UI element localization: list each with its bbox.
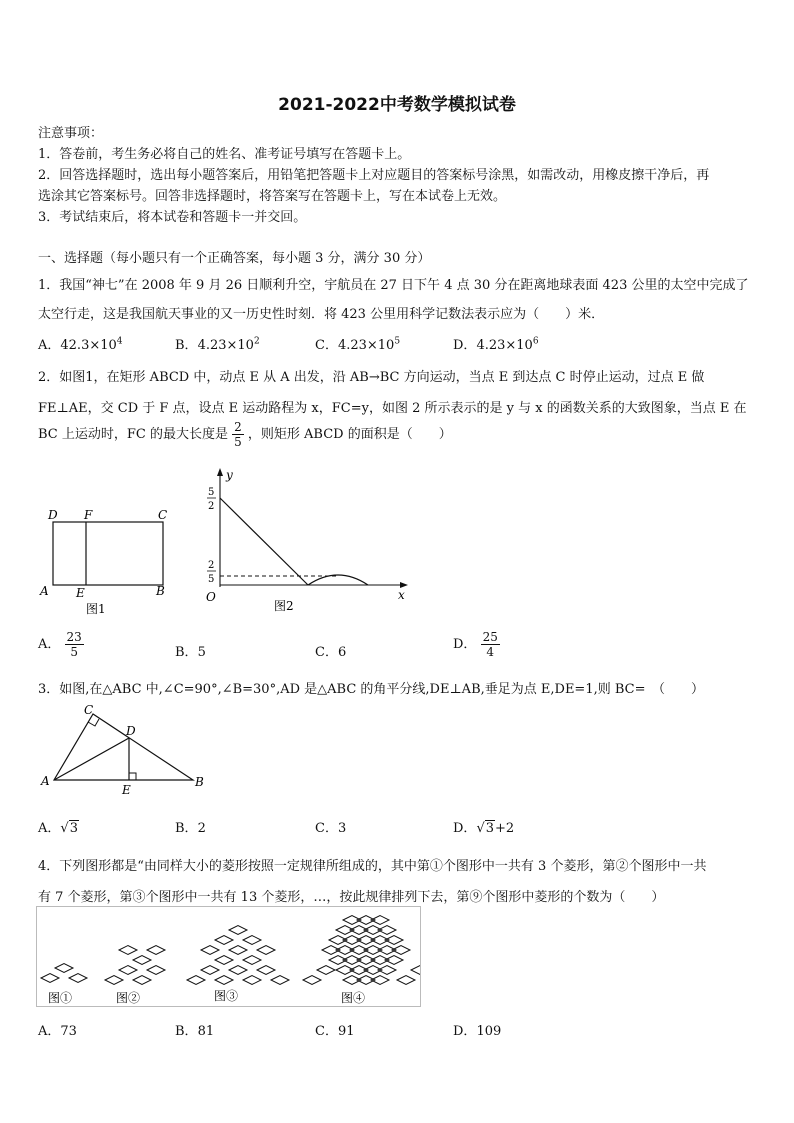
fig2-y-label: y: [226, 468, 233, 482]
rhombus: [271, 976, 289, 985]
rhombus: [119, 946, 137, 955]
rhombus: [350, 926, 368, 935]
rhombus: [201, 966, 219, 975]
q2-option-b: B．5: [175, 645, 206, 660]
rhombus: [322, 946, 340, 955]
q3-label-c: C: [84, 703, 94, 717]
rhombus: [350, 946, 368, 955]
rhombus: [317, 966, 335, 975]
rhombus: [336, 946, 354, 955]
rhombus: [357, 936, 375, 945]
q4-option-b: B．81: [175, 1024, 215, 1039]
rhombus: [411, 966, 421, 975]
section-heading: 一、选择题（每小题只有一个正确答案，每小题 3 分，满分 30 分）: [38, 251, 431, 266]
rhombus: [329, 956, 347, 965]
rhombus: [303, 976, 321, 985]
q4-caption-2: 图②: [116, 991, 141, 1005]
rhombus: [357, 916, 375, 925]
fig2-caption: 图2: [274, 599, 294, 613]
rhombus: [41, 974, 59, 983]
q4-caption-4: 图④: [341, 991, 366, 1005]
q2-option-d: D． $\frac{25}{4}$: [453, 630, 498, 659]
rhombus: [229, 966, 247, 975]
rhombus: [105, 976, 123, 985]
rhombus: [343, 916, 361, 925]
rhombus: [229, 946, 247, 955]
notice-item: 选涂其它答案标号。回答非选择题时，将答案写在答题卡上，写在本试卷上无效。: [38, 189, 507, 204]
q4-caption-3: 图③: [214, 989, 239, 1003]
q3-option-c: C．3: [315, 821, 347, 836]
question-1-text-2: 太空行走，这是我国航天事业的又一历史性时刻．将 423 公里用科学记数法表示应为（ ）米．: [38, 307, 605, 322]
q3-label-d: D: [126, 724, 136, 738]
rhombus: [133, 976, 151, 985]
q2-figure-2: [198, 465, 418, 615]
rhombus: [243, 976, 261, 985]
rhombus: [215, 976, 233, 985]
rhombus: [133, 956, 151, 965]
page-title: 2021-2022中考数学模拟试卷: [278, 95, 516, 115]
rhombus: [371, 956, 389, 965]
rhombus: [119, 966, 137, 975]
q3-option-b: B．2: [175, 821, 206, 836]
q1-option-a: A．$42.3\times 10^4$: [38, 336, 123, 353]
q4-caption-1: 图①: [48, 991, 73, 1005]
rhombus: [55, 964, 73, 973]
q3-label-b: B: [195, 775, 204, 789]
fig2-x-label: x: [398, 588, 405, 602]
fig1-label-a: A: [40, 584, 49, 598]
question-2-text-2: FE⊥AE，交 CD 于 F 点，设点 E 运动路程为 x，FC=y，如图 2 所示表示的是 y 与 x 的函数关系的大致图象，当点 E 在: [38, 401, 747, 416]
notice-item: 3．考试结束后，将本试卷和答题卡一并交回。: [38, 210, 307, 225]
rhombus: [378, 966, 396, 975]
q4-option-d: D．109: [453, 1024, 502, 1039]
q1-option-d: D．$4.23\times 10^6$: [453, 336, 539, 353]
fig2-origin: O: [206, 590, 216, 604]
rhombus: [229, 926, 247, 935]
notice-item: 1．答卷前，考生务必将自己的姓名、准考证号填写在答题卡上。: [38, 147, 411, 162]
rhombus: [215, 936, 233, 945]
fig2-tick-top-den: 2: [208, 501, 215, 512]
rhombus: [243, 936, 261, 945]
question-4-text-2: 有 7 个菱形，第③个图形中一共有 13 个菱形，…，按此规律排列下去，第⑨个图形中菱形的个数为（ ）: [38, 890, 665, 905]
q3-option-d: D．√3+2: [453, 821, 515, 836]
question-4-text: 4．下列图形都是“由同样大小的菱形按照一定规律所组成的，其中第①个图形中一共有 3 个菱形，第②个图形中一共: [38, 859, 707, 874]
rhombus: [350, 966, 368, 975]
q3-figure: [38, 700, 213, 800]
rhombus: [147, 966, 165, 975]
rhombus: [397, 976, 415, 985]
q2-figure-1: [38, 505, 178, 620]
rhombus: [336, 966, 354, 975]
fig2-tick-low-num: 2: [208, 560, 215, 571]
fig2-tick-low-den: 5: [208, 574, 215, 585]
rhombus: [392, 946, 410, 955]
fig1-label-d: D: [48, 508, 58, 522]
rhombus: [385, 936, 403, 945]
rhombus: [343, 936, 361, 945]
question-1-text: 1．我国“神七”在 2008 年 9 月 26 日顺利升空，宇航员在 27 日下午 4 点 30 分在距离地球表面 423 公里的太空中完成了: [38, 278, 749, 293]
q4-option-a: A．73: [38, 1024, 77, 1039]
q3-option-a: A．√3: [38, 821, 78, 836]
fig1-label-e: E: [76, 586, 85, 600]
rhombus: [371, 936, 389, 945]
notice-item: 2．回答选择题时，选出每小题答案后，用铅笔把答题卡上对应题目的答案标号涂黑，如需改动，用橡皮擦干净后，再: [38, 168, 710, 183]
notice-heading: 注意事项：: [38, 126, 104, 141]
rhombus: [371, 976, 389, 985]
question-2-text: 2．如图1，在矩形 ABCD 中，动点 E 从 A 出发，沿 AB→BC 方向运动，当点 E 到达点 C 时停止运动，过点 E 做: [38, 370, 705, 385]
fig2-tick-top-num: 5: [208, 487, 215, 498]
rhombus: [69, 974, 87, 983]
rhombus: [257, 946, 275, 955]
rhombus: [215, 956, 233, 965]
rhombus: [343, 956, 361, 965]
q3-label-a: A: [41, 774, 50, 788]
q4-figure: [36, 906, 421, 1010]
question-3-text: 3．如图,在△ABC 中,∠C=90°,∠B=30°,AD 是△ABC 的角平分线,DE⊥AB,垂足为点 E,DE=1,则 BC= （ ）: [38, 682, 704, 697]
q1-option-b: B．$4.23\times 10^2$: [175, 336, 260, 353]
q2-option-a: A． $\frac{23}{5}$: [38, 630, 82, 659]
rhombus: [364, 946, 382, 955]
fig1-label-c: C: [158, 508, 168, 522]
fig1-label-b: B: [156, 584, 165, 598]
question-2-text-3: BC 上运动时，FC 的最大长度是 $\frac{2}{5}$ ，则矩形 ABCD 的面积是（ ）: [38, 420, 452, 449]
rhombus: [385, 956, 403, 965]
rhombus: [257, 966, 275, 975]
q2-option-c: C．6: [315, 645, 347, 660]
rhombus: [378, 926, 396, 935]
fig1-caption: 图1: [86, 602, 106, 616]
rhombus: [364, 966, 382, 975]
rhombus: [147, 946, 165, 955]
rhombus: [371, 916, 389, 925]
rhombus: [357, 976, 375, 985]
q4-option-c: C．91: [315, 1024, 355, 1039]
rhombus: [357, 956, 375, 965]
q1-option-c: C．$4.23\times 10^5$: [315, 336, 401, 353]
q3-label-e: E: [122, 783, 131, 797]
rhombus: [187, 976, 205, 985]
rhombus: [243, 956, 261, 965]
rhombus: [364, 926, 382, 935]
rhombus: [201, 946, 219, 955]
rhombus: [336, 926, 354, 935]
rhombus: [343, 976, 361, 985]
fig1-label-f: F: [84, 508, 93, 522]
rhombus: [329, 936, 347, 945]
rhombus: [378, 946, 396, 955]
